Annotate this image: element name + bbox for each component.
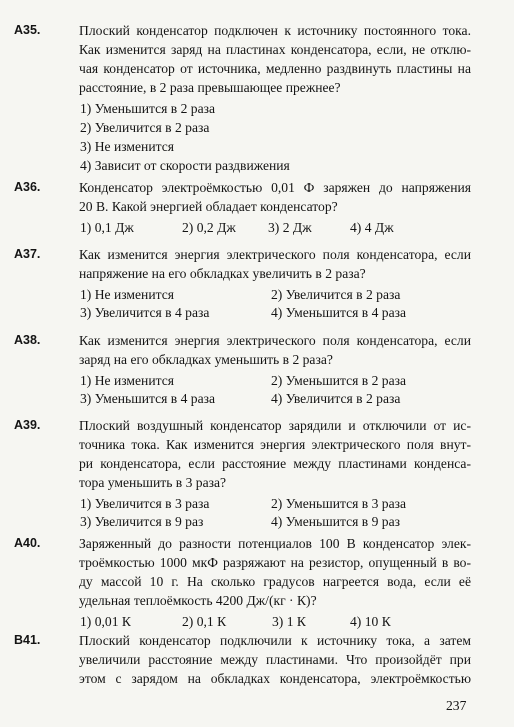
- question-text-line: напряжение на его обкладках увеличить в 2 раза?: [79, 266, 366, 281]
- answer-option: 1) Увеличится в 3 раза: [80, 496, 210, 511]
- answer-option: 2) Уменьшится в 2 раза: [271, 373, 407, 388]
- answer-option: 4) Зависит от скорости раздвижения: [80, 158, 290, 173]
- question-text-line: расстояние, в 2 раза превышающее прежнее?: [79, 80, 341, 95]
- question-text-line: увеличили расстояние между пластинами. Что произойдёт при: [79, 652, 471, 667]
- answer-option: 3) 1 К: [272, 614, 306, 629]
- question-text-line: удельная теплоёмкость 4200 Дж/(кг · К)?: [79, 593, 317, 608]
- answer-option: 2) Увеличится в 2 раза: [80, 120, 210, 135]
- question-text-line: ду массой 10 г. На сколько градусов нагреется вода, если её: [79, 574, 471, 589]
- question-number: В41.: [14, 633, 41, 647]
- answer-option: 4) Увеличится в 2 раза: [271, 391, 401, 406]
- question-number: А39.: [14, 418, 41, 432]
- answer-option: 4) Уменьшится в 4 раза: [271, 305, 407, 320]
- question-text-line: троёмкостью 1000 мкФ разряжают на резистор, опущенный в во-: [79, 555, 471, 570]
- question-text-line: Плоский конденсатор подключили к источнику тока, а затем: [79, 633, 471, 648]
- question-number: А35.: [14, 23, 41, 37]
- answer-option: 4) Уменьшится в 9 раз: [271, 514, 401, 529]
- answer-option: 1) 0,1 Дж: [80, 220, 134, 235]
- answer-option: 3) Увеличится в 4 раза: [80, 305, 210, 320]
- question-text-line: Конденсатор электроёмкостью 0,01 Ф заряжен до напряжения: [79, 180, 471, 195]
- question-number: А40.: [14, 536, 41, 550]
- answer-option: 3) Увеличится в 9 раз: [80, 514, 204, 529]
- answer-option: 2) 0,2 Дж: [182, 220, 236, 235]
- question-text-line: Плоский воздушный конденсатор зарядили и отключили от ис-: [79, 418, 471, 433]
- question-number: А38.: [14, 333, 41, 347]
- answer-option: 3) 2 Дж: [268, 220, 312, 235]
- answer-option: 1) Не изменится: [80, 287, 175, 302]
- answer-option: 1) Уменьшится в 2 раза: [80, 101, 216, 116]
- answer-option: 1) Не изменится: [80, 373, 175, 388]
- answer-option: 1) 0,01 К: [80, 614, 131, 629]
- answer-option: 2) Увеличится в 2 раза: [271, 287, 401, 302]
- question-text-line: точника тока. Как изменится энергия электрического поля внут-: [79, 437, 471, 452]
- question-text-line: этом с зарядом на обкладках конденсатора, электроёмкостью: [79, 671, 471, 686]
- question-text-line: Плоский конденсатор подключен к источнику постоянного тока.: [79, 23, 471, 38]
- question-text-line: тора уменьшить в 3 раза?: [79, 475, 227, 490]
- answer-option: 3) Уменьшится в 4 раза: [80, 391, 216, 406]
- page-number: 237: [446, 698, 467, 713]
- question-text-line: заряд на его обкладках уменьшить в 2 раза?: [79, 352, 333, 367]
- answer-option: 2) 0,1 К: [182, 614, 227, 629]
- answer-option: 2) Уменьшится в 3 раза: [271, 496, 407, 511]
- question-number: А37.: [14, 247, 41, 261]
- answer-option: 4) 10 К: [350, 614, 391, 629]
- question-text-line: чая конденсатор от источника, медленно раздвинуть пластины на: [79, 61, 471, 76]
- question-text-line: Как изменится энергия электрического поля конденсатора, если: [79, 333, 471, 348]
- answer-option: 3) Не изменится: [80, 139, 175, 154]
- question-text-line: Заряженный до разности потенциалов 100 В конденсатор элек-: [79, 536, 471, 551]
- question-text-line: Как изменится заряд на пластинах конденсатора, если, не отклю-: [79, 42, 471, 57]
- question-text-line: Как изменится энергия электрического поля конденсатора, если: [79, 247, 471, 262]
- question-text-line: 20 В. Какой энергией обладает конденсатор?: [79, 199, 338, 214]
- question-text-line: ри конденсатора, если расстояние между пластинами конденса-: [79, 456, 471, 471]
- question-number: А36.: [14, 180, 41, 194]
- answer-option: 4) 4 Дж: [350, 220, 394, 235]
